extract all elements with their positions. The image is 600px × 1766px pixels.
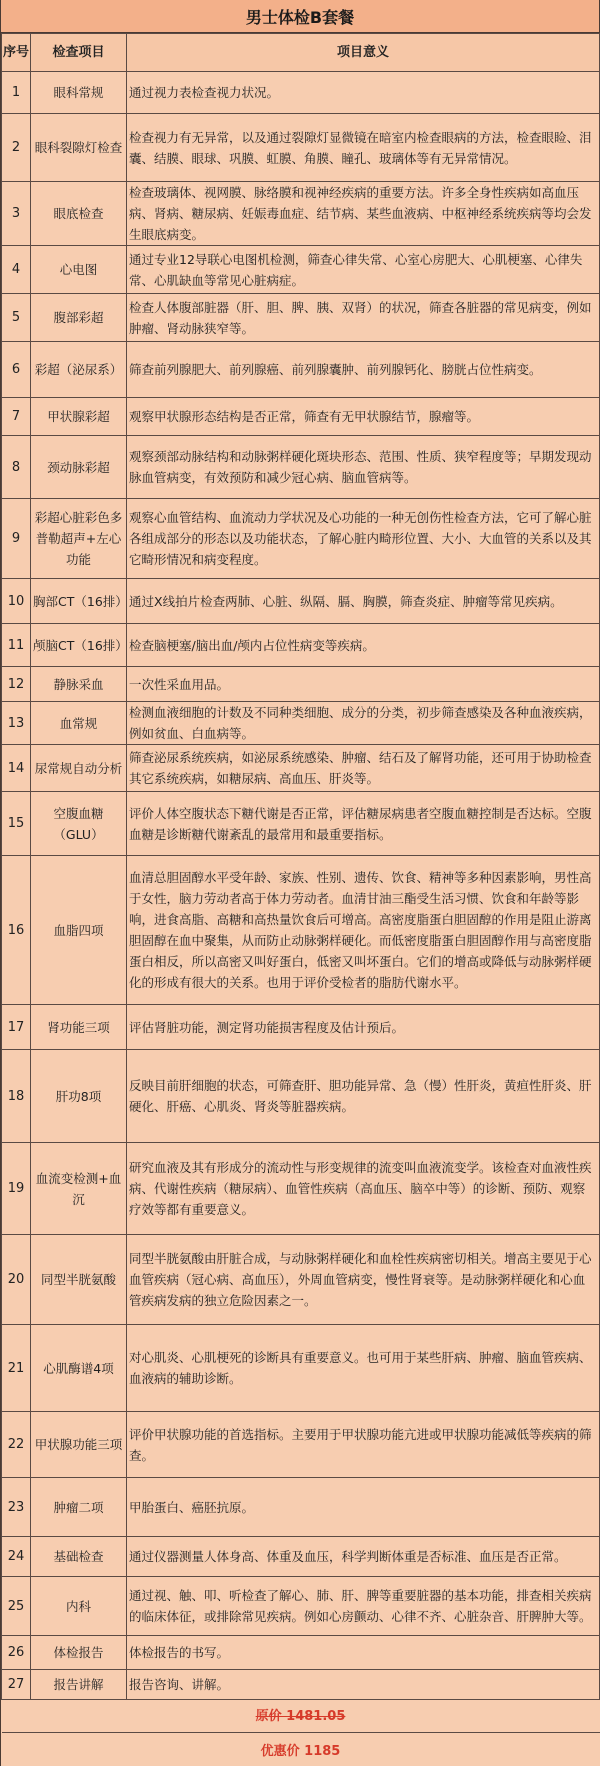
- table-row: [2, 246, 600, 294]
- row-number: 20: [2, 1235, 31, 1325]
- table-row: [2, 182, 600, 246]
- exam-item-meaning: 评价人体空腹状态下糖代谢是否正常，评估糖尿病患者空腹血糖控制是否达标。空腹血糖是诊断糖代谢紊乱的最常用和最重要指标。: [127, 792, 600, 856]
- row-number: 21: [2, 1325, 31, 1412]
- exam-item-meaning: 评价甲状腺功能的首选指标。主要用于甲状腺功能亢进或甲状腺功能减低等疾病的筛查。: [127, 1412, 600, 1478]
- table-row: [2, 856, 600, 1005]
- exam-item-meaning: 观察颈部动脉结构和动脉粥样硬化斑块形态、范围、性质、狭窄程度等；早期发现动脉血管病变，有效预防和减少冠心病、脑血管病等。: [127, 436, 600, 499]
- original-price-row: [2, 1700, 600, 1733]
- exam-item-name: 颅脑CT（16排）: [31, 624, 127, 667]
- exam-item-meaning: 观察心血管结构、血流动力学状况及心功能的一种无创伤性检查方法，它可了解心脏各组成部分的形态以及功能状态，了解心脏内畸形位置、大小、大血管的关系以及其它畸形情况和病变程度。: [127, 499, 600, 579]
- exam-item-name: 甲状腺彩超: [31, 398, 127, 436]
- row-number: 12: [2, 667, 31, 702]
- exam-item-name: 基础检查: [31, 1537, 127, 1577]
- table-row: [2, 72, 600, 114]
- row-number: 2: [2, 114, 31, 182]
- exam-item-meaning: 一次性采血用品。: [127, 667, 600, 702]
- exam-item-name: 心电图: [31, 246, 127, 294]
- exam-item-meaning: 通过仪器测量人体身高、体重及血压，科学判断体重是否标准、血压是否正常。: [127, 1537, 600, 1577]
- exam-item-meaning: 甲胎蛋白、癌胚抗原。: [127, 1478, 600, 1537]
- exam-item-meaning: 筛查前列腺肥大、前列腺癌、前列腺囊肿、前列腺钙化、膀胱占位性病变。: [127, 342, 600, 398]
- table-row: [2, 624, 600, 667]
- exam-item-name: 眼科裂隙灯检查: [31, 114, 127, 182]
- table-row: [2, 667, 600, 702]
- row-number: 25: [2, 1577, 31, 1636]
- exam-item-name: 内科: [31, 1577, 127, 1636]
- table-header-row: [2, 34, 600, 72]
- row-number: 13: [2, 702, 31, 745]
- exam-item-meaning: 通过X线拍片检查两肺、心脏、纵隔、膈、胸膜，筛查炎症、肿瘤等常见疾病。: [127, 579, 600, 624]
- exam-item-name: 眼底检查: [31, 182, 127, 246]
- exam-item-name: 血流变检测+血沉: [31, 1143, 127, 1235]
- exam-item-meaning: 反映目前肝细胞的状态，可筛查肝、胆功能异常、急（慢）性肝炎，黄疸性肝炎、肝硬化、肝癌、心肌炎、肾炎等脏器疾病。: [127, 1050, 600, 1143]
- table-row: [2, 1636, 600, 1670]
- table-row: [2, 1235, 600, 1325]
- row-number: 9: [2, 499, 31, 579]
- exam-item-meaning: 通过专业12导联心电图机检测，筛查心律失常、心室心房肥大、心肌梗塞、心律失常、心肌缺血等常见心脏病症。: [127, 246, 600, 294]
- table-row: [2, 1050, 600, 1143]
- exam-item-name: 彩超（泌尿系）: [31, 342, 127, 398]
- row-number: 17: [2, 1005, 31, 1050]
- table-row: [2, 702, 600, 745]
- exam-item-meaning: 评估肾脏功能，测定肾功能损害程度及估计预后。: [127, 1005, 600, 1050]
- row-number: 5: [2, 294, 31, 342]
- table-row: [2, 1412, 600, 1478]
- header-num: 序号: [2, 34, 31, 72]
- exam-item-name: 静脉采血: [31, 667, 127, 702]
- table-row: [2, 1325, 600, 1412]
- exam-item-meaning: 通过视力表检查视力状况。: [127, 72, 600, 114]
- exam-item-name: 心肌酶谱4项: [31, 1325, 127, 1412]
- exam-item-name: 空腹血糖（GLU）: [31, 792, 127, 856]
- table-row: [2, 499, 600, 579]
- exam-item-meaning: 研究血液及其有形成分的流动性与形变规律的流变叫血液流变学。该检查对血液性疾病、代谢性疾病（糖尿病）、血管性疾病（高血压、脑卒中等）的诊断、预防、观察疗效等都有重要意义。: [127, 1143, 600, 1235]
- exam-item-meaning: 通过视、触、叩、听检查了解心、肺、肝、脾等重要脏器的基本功能，排查相关疾病的临床体征，或排除常见疾病。例如心房颤动、心律不齐、心脏杂音、肝脾肿大等。: [127, 1577, 600, 1636]
- row-number: 24: [2, 1537, 31, 1577]
- exam-item-name: 肾功能三项: [31, 1005, 127, 1050]
- table-row: [2, 1478, 600, 1537]
- table-row: [2, 1537, 600, 1577]
- row-number: 27: [2, 1670, 31, 1700]
- package-title: 男士体检B套餐: [1, 0, 599, 33]
- table-row: [2, 1577, 600, 1636]
- row-number: 18: [2, 1050, 31, 1143]
- table-row: [2, 398, 600, 436]
- table-row: [2, 294, 600, 342]
- row-number: 4: [2, 246, 31, 294]
- row-number: 15: [2, 792, 31, 856]
- exam-item-name: 肿瘤二项: [31, 1478, 127, 1537]
- row-number: 8: [2, 436, 31, 499]
- original-price: 原价 1481.05: [255, 1708, 346, 1724]
- exam-item-meaning: 报告咨询、讲解。: [127, 1670, 600, 1700]
- exam-table: [1, 33, 600, 1766]
- table-row: [2, 1143, 600, 1235]
- table-row: [2, 745, 600, 792]
- row-number: 1: [2, 72, 31, 114]
- exam-item-meaning: 检查视力有无异常，以及通过裂隙灯显微镜在暗室内检查眼病的方法，检查眼睑、泪囊、结膜、眼球、巩膜、虹膜、角膜、瞳孔、玻璃体等有无异常情况。: [127, 114, 600, 182]
- exam-item-meaning: 检查玻璃体、视网膜、脉络膜和视神经疾病的重要方法。许多全身性疾病如高血压病、肾病、糖尿病、妊娠毒血症、结节病、某些血液病、中枢神经系统疾病等均会发生眼底病变。: [127, 182, 600, 246]
- row-number: 26: [2, 1636, 31, 1670]
- exam-item-name: 尿常规自动分析: [31, 745, 127, 792]
- exam-item-name: 血脂四项: [31, 856, 127, 1005]
- table-row: [2, 579, 600, 624]
- exam-item-name: 血常规: [31, 702, 127, 745]
- exam-item-name: 眼科常规: [31, 72, 127, 114]
- exam-item-name: 彩超心脏彩色多普勒超声+左心功能: [31, 499, 127, 579]
- exam-item-name: 胸部CT（16排）: [31, 579, 127, 624]
- row-number: 16: [2, 856, 31, 1005]
- exam-item-name: 甲状腺功能三项: [31, 1412, 127, 1478]
- exam-item-name: 体检报告: [31, 1636, 127, 1670]
- exam-item-meaning: 筛查泌尿系统疾病，如泌尿系统感染、肿瘤、结石及了解肾功能，还可用于协助检查其它系统疾病，如糖尿病、高血压、肝炎等。: [127, 745, 600, 792]
- exam-item-name: 肝功8项: [31, 1050, 127, 1143]
- table-row: [2, 1005, 600, 1050]
- row-number: 3: [2, 182, 31, 246]
- table-row: [2, 436, 600, 499]
- exam-item-name: 报告讲解: [31, 1670, 127, 1700]
- row-number: 19: [2, 1143, 31, 1235]
- exam-item-name: 颈动脉彩超: [31, 436, 127, 499]
- exam-item-meaning: 对心肌炎、心肌梗死的诊断具有重要意义。也可用于某些肝病、肿瘤、脑血管疾病、血液病的辅助诊断。: [127, 1325, 600, 1412]
- table-row: [2, 1670, 600, 1700]
- discount-price: 优惠价 1185: [260, 1743, 341, 1759]
- exam-item-meaning: 体检报告的书写。: [127, 1636, 600, 1670]
- row-number: 6: [2, 342, 31, 398]
- row-number: 7: [2, 398, 31, 436]
- exam-item-meaning: 血清总胆固醇水平受年龄、家族、性别、遗传、饮食、精神等多种因素影响，男性高于女性，脑力劳动者高于体力劳动者。血清甘油三酯受生活习惯、饮食和年龄等影响，进食高脂、高糖和高热量饮食后可增高。高密度脂蛋白胆固醇的作用是阻止游离胆固醇在血中聚集，从而防止动脉粥样硬化。而低密度脂蛋白胆固醇作用与高密度脂蛋白相反，所以高密又叫好蛋白，低密又叫坏蛋白。它们的增高或降低与动脉粥样硬化的形成有很大的关系。也用于评价受检者的脂肪代谢水平。: [127, 856, 600, 1005]
- row-number: 11: [2, 624, 31, 667]
- header-meaning: 项目意义: [127, 34, 600, 72]
- discount-price-row: [2, 1733, 600, 1766]
- exam-item-meaning: 同型半胱氨酸由肝脏合成，与动脉粥样硬化和血栓性疾病密切相关。增高主要见于心血管疾病（冠心病、高血压），外周血管病变，慢性肾衰等。是动脉粥样硬化和心血管疾病发病的独立危险因素之一。: [127, 1235, 600, 1325]
- header-item: 检查项目: [31, 34, 127, 72]
- exam-item-meaning: 检查人体腹部脏器（肝、胆、脾、胰、双肾）的状况，筛查各脏器的常见病变，例如肿瘤、肾动脉狭窄等。: [127, 294, 600, 342]
- row-number: 22: [2, 1412, 31, 1478]
- table-row: [2, 792, 600, 856]
- exam-item-meaning: 观察甲状腺形态结构是否正常，筛查有无甲状腺结节，腺瘤等。: [127, 398, 600, 436]
- exam-item-meaning: 检测血液细胞的计数及不同种类细胞、成分的分类，初步筛查感染及各种血液疾病，例如贫血、白血病等。: [127, 702, 600, 745]
- exam-item-name: 腹部彩超: [31, 294, 127, 342]
- table-row: [2, 342, 600, 398]
- table-body: [2, 72, 600, 1700]
- row-number: 10: [2, 579, 31, 624]
- row-number: 14: [2, 745, 31, 792]
- exam-item-name: 同型半胱氨酸: [31, 1235, 127, 1325]
- table-row: [2, 114, 600, 182]
- exam-item-meaning: 检查脑梗塞/脑出血/颅内占位性病变等疾病。: [127, 624, 600, 667]
- row-number: 23: [2, 1478, 31, 1537]
